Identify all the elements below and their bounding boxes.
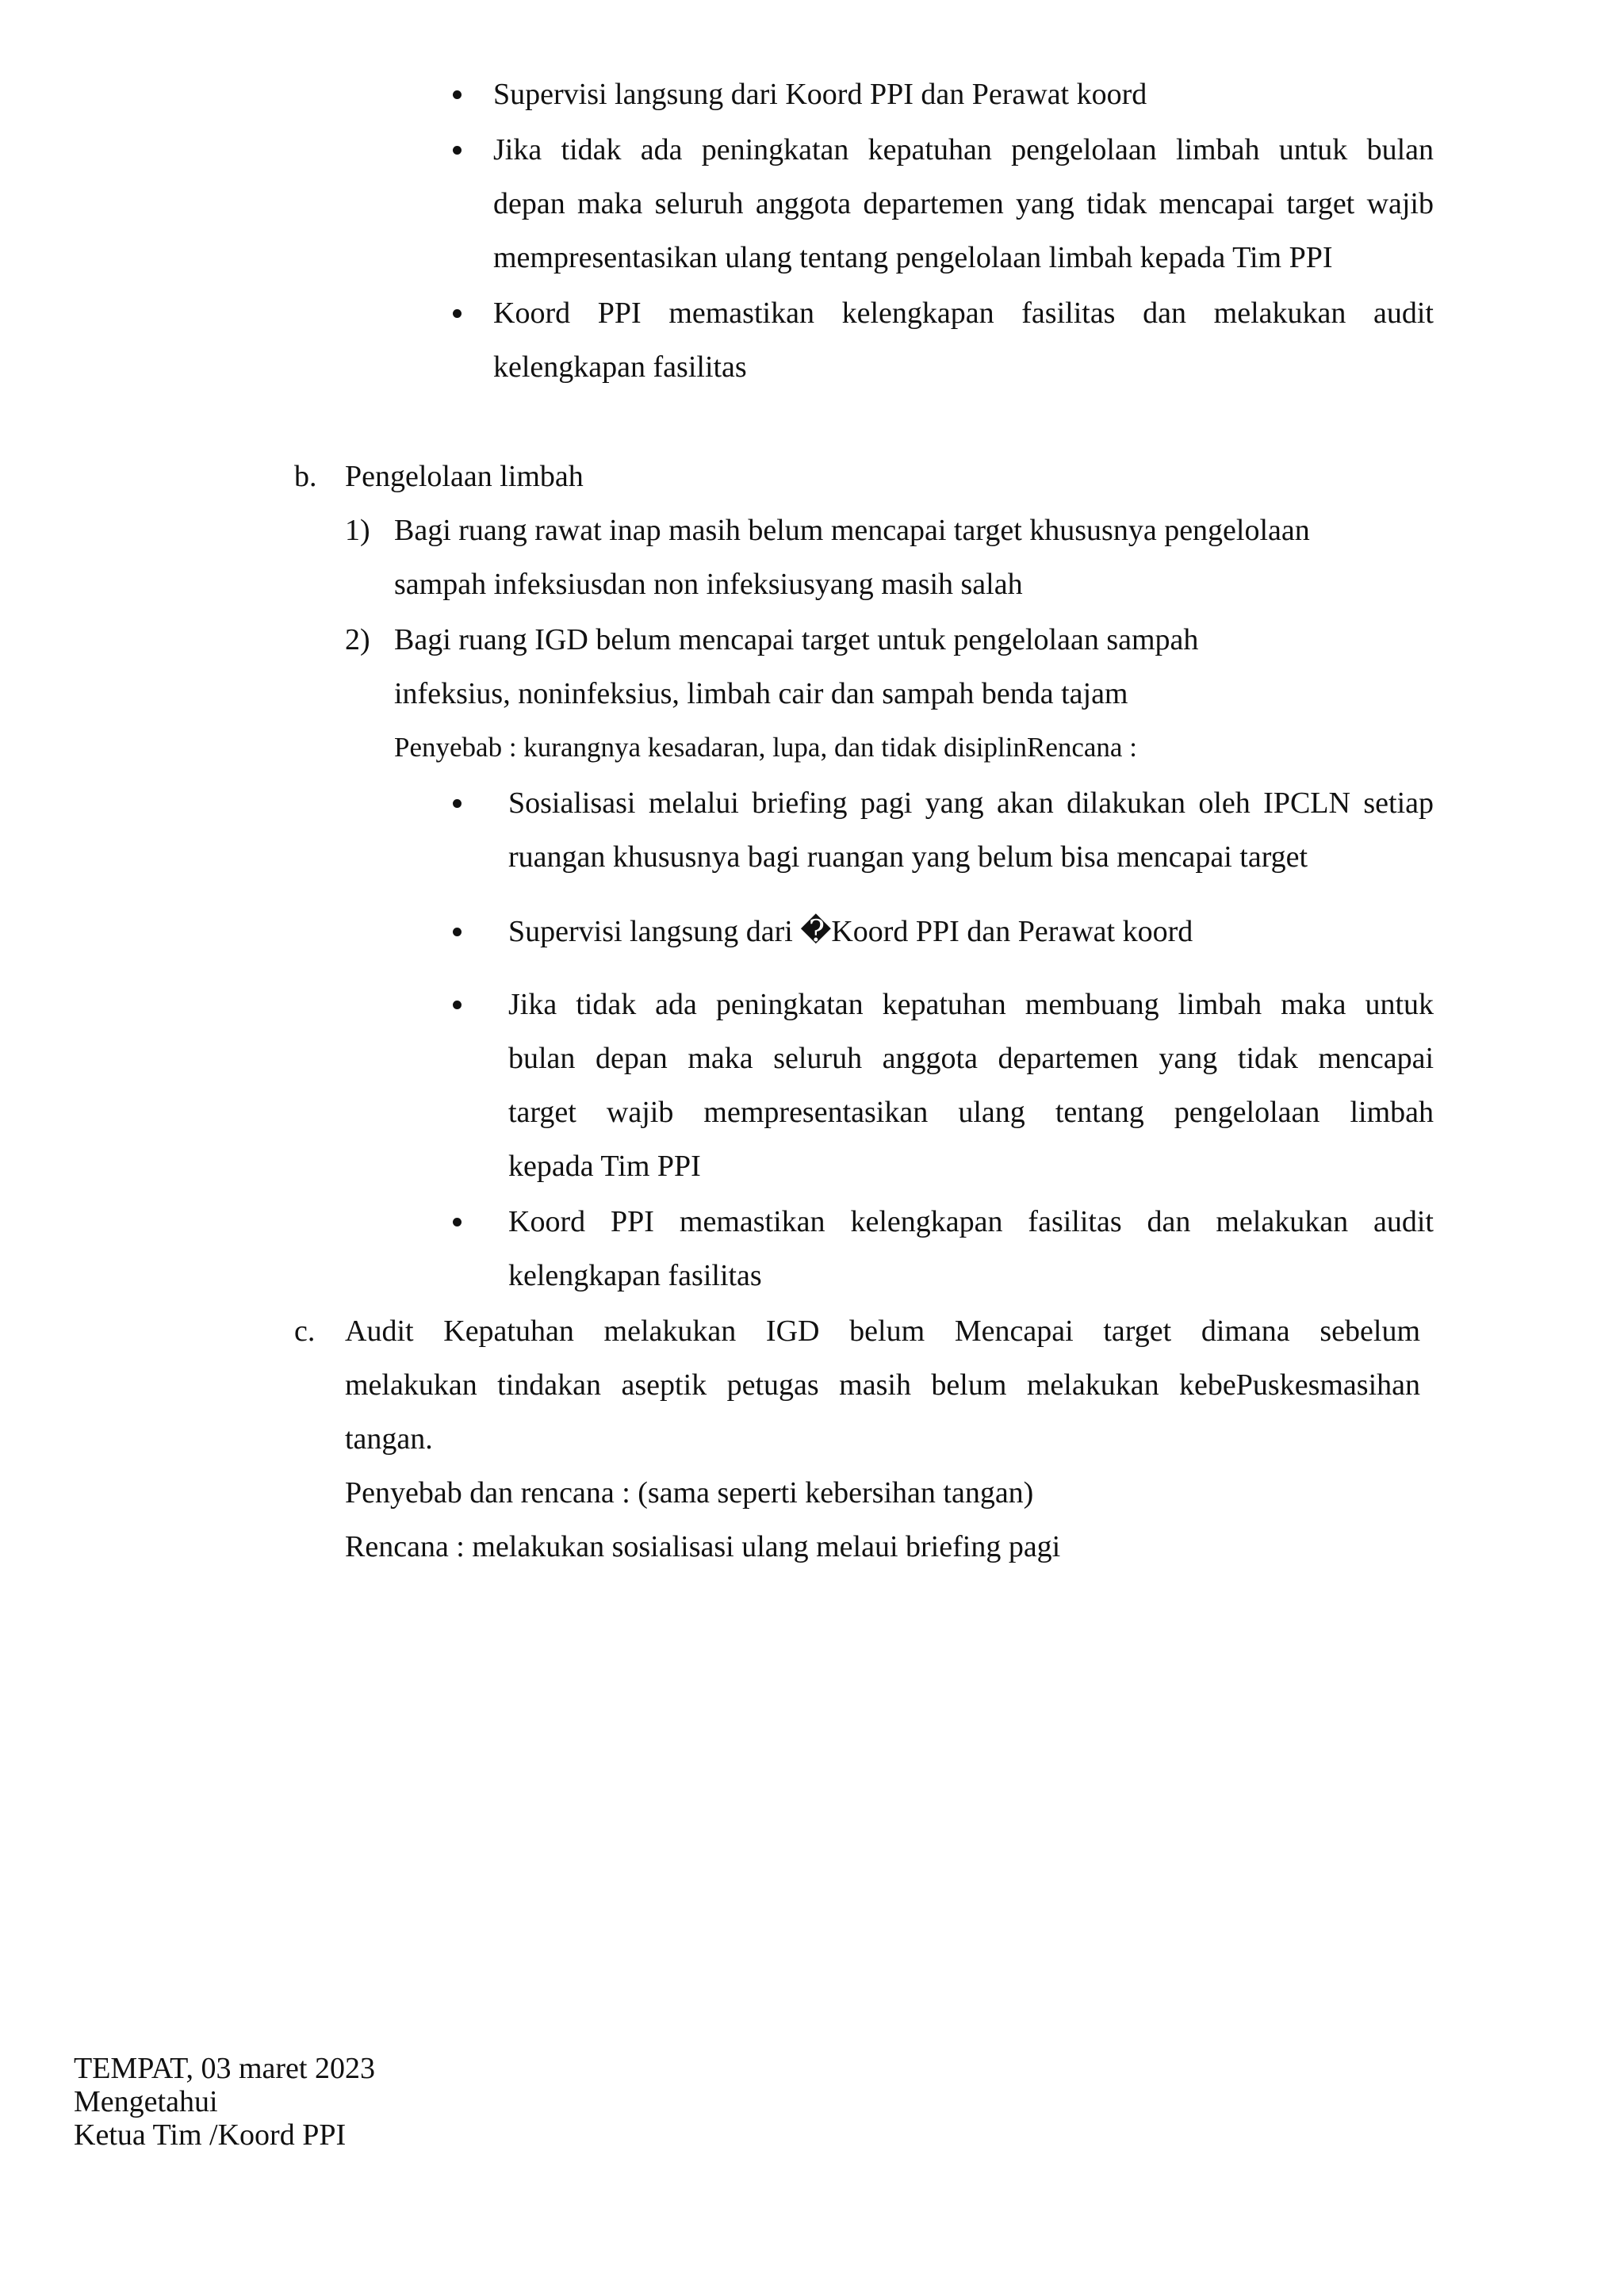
bullet-text-supervision: Supervisi langsung dari Koord PPI dan Perawat koord: [493, 78, 1147, 111]
bullet-icon: [453, 1001, 462, 1009]
bullet-text-line: Jika tidak ada peningkatan kepatuhan pengelolaan limbah untuk bulan: [493, 133, 1434, 166]
bullet-icon: [453, 146, 462, 155]
section-c-cause: Penyebab dan rencana : (sama seperti kebersihan tangan): [345, 1476, 1034, 1510]
item-text-line: sampah infeksiusdan non infeksiusyang masih salah: [394, 568, 1023, 601]
bullet-text-line: Jika tidak ada peningkatan kepatuhan membuang limbah maka untuk: [508, 988, 1434, 1021]
item-marker: 2): [345, 623, 370, 656]
item-text-line: infeksius, noninfeksius, limbah cair dan sampah benda tajam: [394, 677, 1128, 710]
bullet-text-line: kelengkapan fasilitas: [493, 350, 747, 384]
item-marker: 1): [345, 514, 370, 547]
signature-place-date: TEMPAT, 03 maret 2023: [74, 2052, 375, 2085]
bullet-text-line: depan maka seluruh anggota departemen yang tidak mencapai target wajib: [493, 187, 1434, 220]
bullet-text-line: bulan depan maka seluruh anggota departemen yang tidak mencapai: [508, 1042, 1434, 1075]
item-text-line: Bagi ruang IGD belum mencapai target untuk pengelolaan sampah: [394, 623, 1199, 656]
section-c-line: melakukan tindakan aseptik petugas masih belum melakukan kebePuskesmasihan: [345, 1368, 1420, 1402]
section-c-line: Audit Kepatuhan melakukan IGD belum Mencapai target dimana sebelum: [345, 1314, 1420, 1348]
cause-line: Penyebab : kurangnya kesadaran, lupa, dan tidak disiplinRencana :: [394, 732, 1137, 763]
bullet-icon: [453, 799, 462, 808]
signature-acknowledged: Mengetahui: [74, 2085, 218, 2118]
bullet-text-line: Koord PPI memastikan kelengkapan fasilitas dan melakukan audit: [508, 1205, 1434, 1238]
bullet-text-line: Koord PPI memastikan kelengkapan fasilitas dan melakukan audit: [493, 297, 1434, 330]
section-c-plan: Rencana : melakukan sosialisasi ulang melaui briefing pagi: [345, 1530, 1061, 1563]
bullet-text-line: kelengkapan fasilitas: [508, 1259, 762, 1292]
section-marker: b.: [294, 460, 317, 493]
bullet-text-line: kepada Tim PPI: [508, 1150, 701, 1183]
bullet-text-line: target wajib mempresentasikan ulang tentang pengelolaan limbah: [508, 1096, 1434, 1129]
bullet-text-line: Sosialisasi melalui briefing pagi yang akan dilakukan oleh IPCLN setiap: [508, 786, 1434, 820]
section-heading: Pengelolaan limbah: [345, 460, 584, 493]
item-text-line: Bagi ruang rawat inap masih belum mencapai target khususnya pengelolaan: [394, 514, 1310, 547]
bullet-text-line: Supervisi langsung dari �Koord PPI dan Perawat koord: [508, 915, 1193, 948]
bullet-icon: [453, 928, 462, 936]
bullet-icon: [453, 90, 462, 99]
section-c-line: tangan.: [345, 1422, 433, 1456]
bullet-icon: [453, 309, 462, 318]
section-marker: c.: [294, 1314, 316, 1348]
bullet-icon: [453, 1218, 462, 1226]
bullet-text-line: ruangan khususnya bagi ruangan yang belum bisa mencapai target: [508, 840, 1308, 874]
signature-role: Ketua Tim /Koord PPI: [74, 2118, 347, 2152]
bullet-text-line: mempresentasikan ulang tentang pengelolaan limbah kepada Tim PPI: [493, 241, 1333, 274]
